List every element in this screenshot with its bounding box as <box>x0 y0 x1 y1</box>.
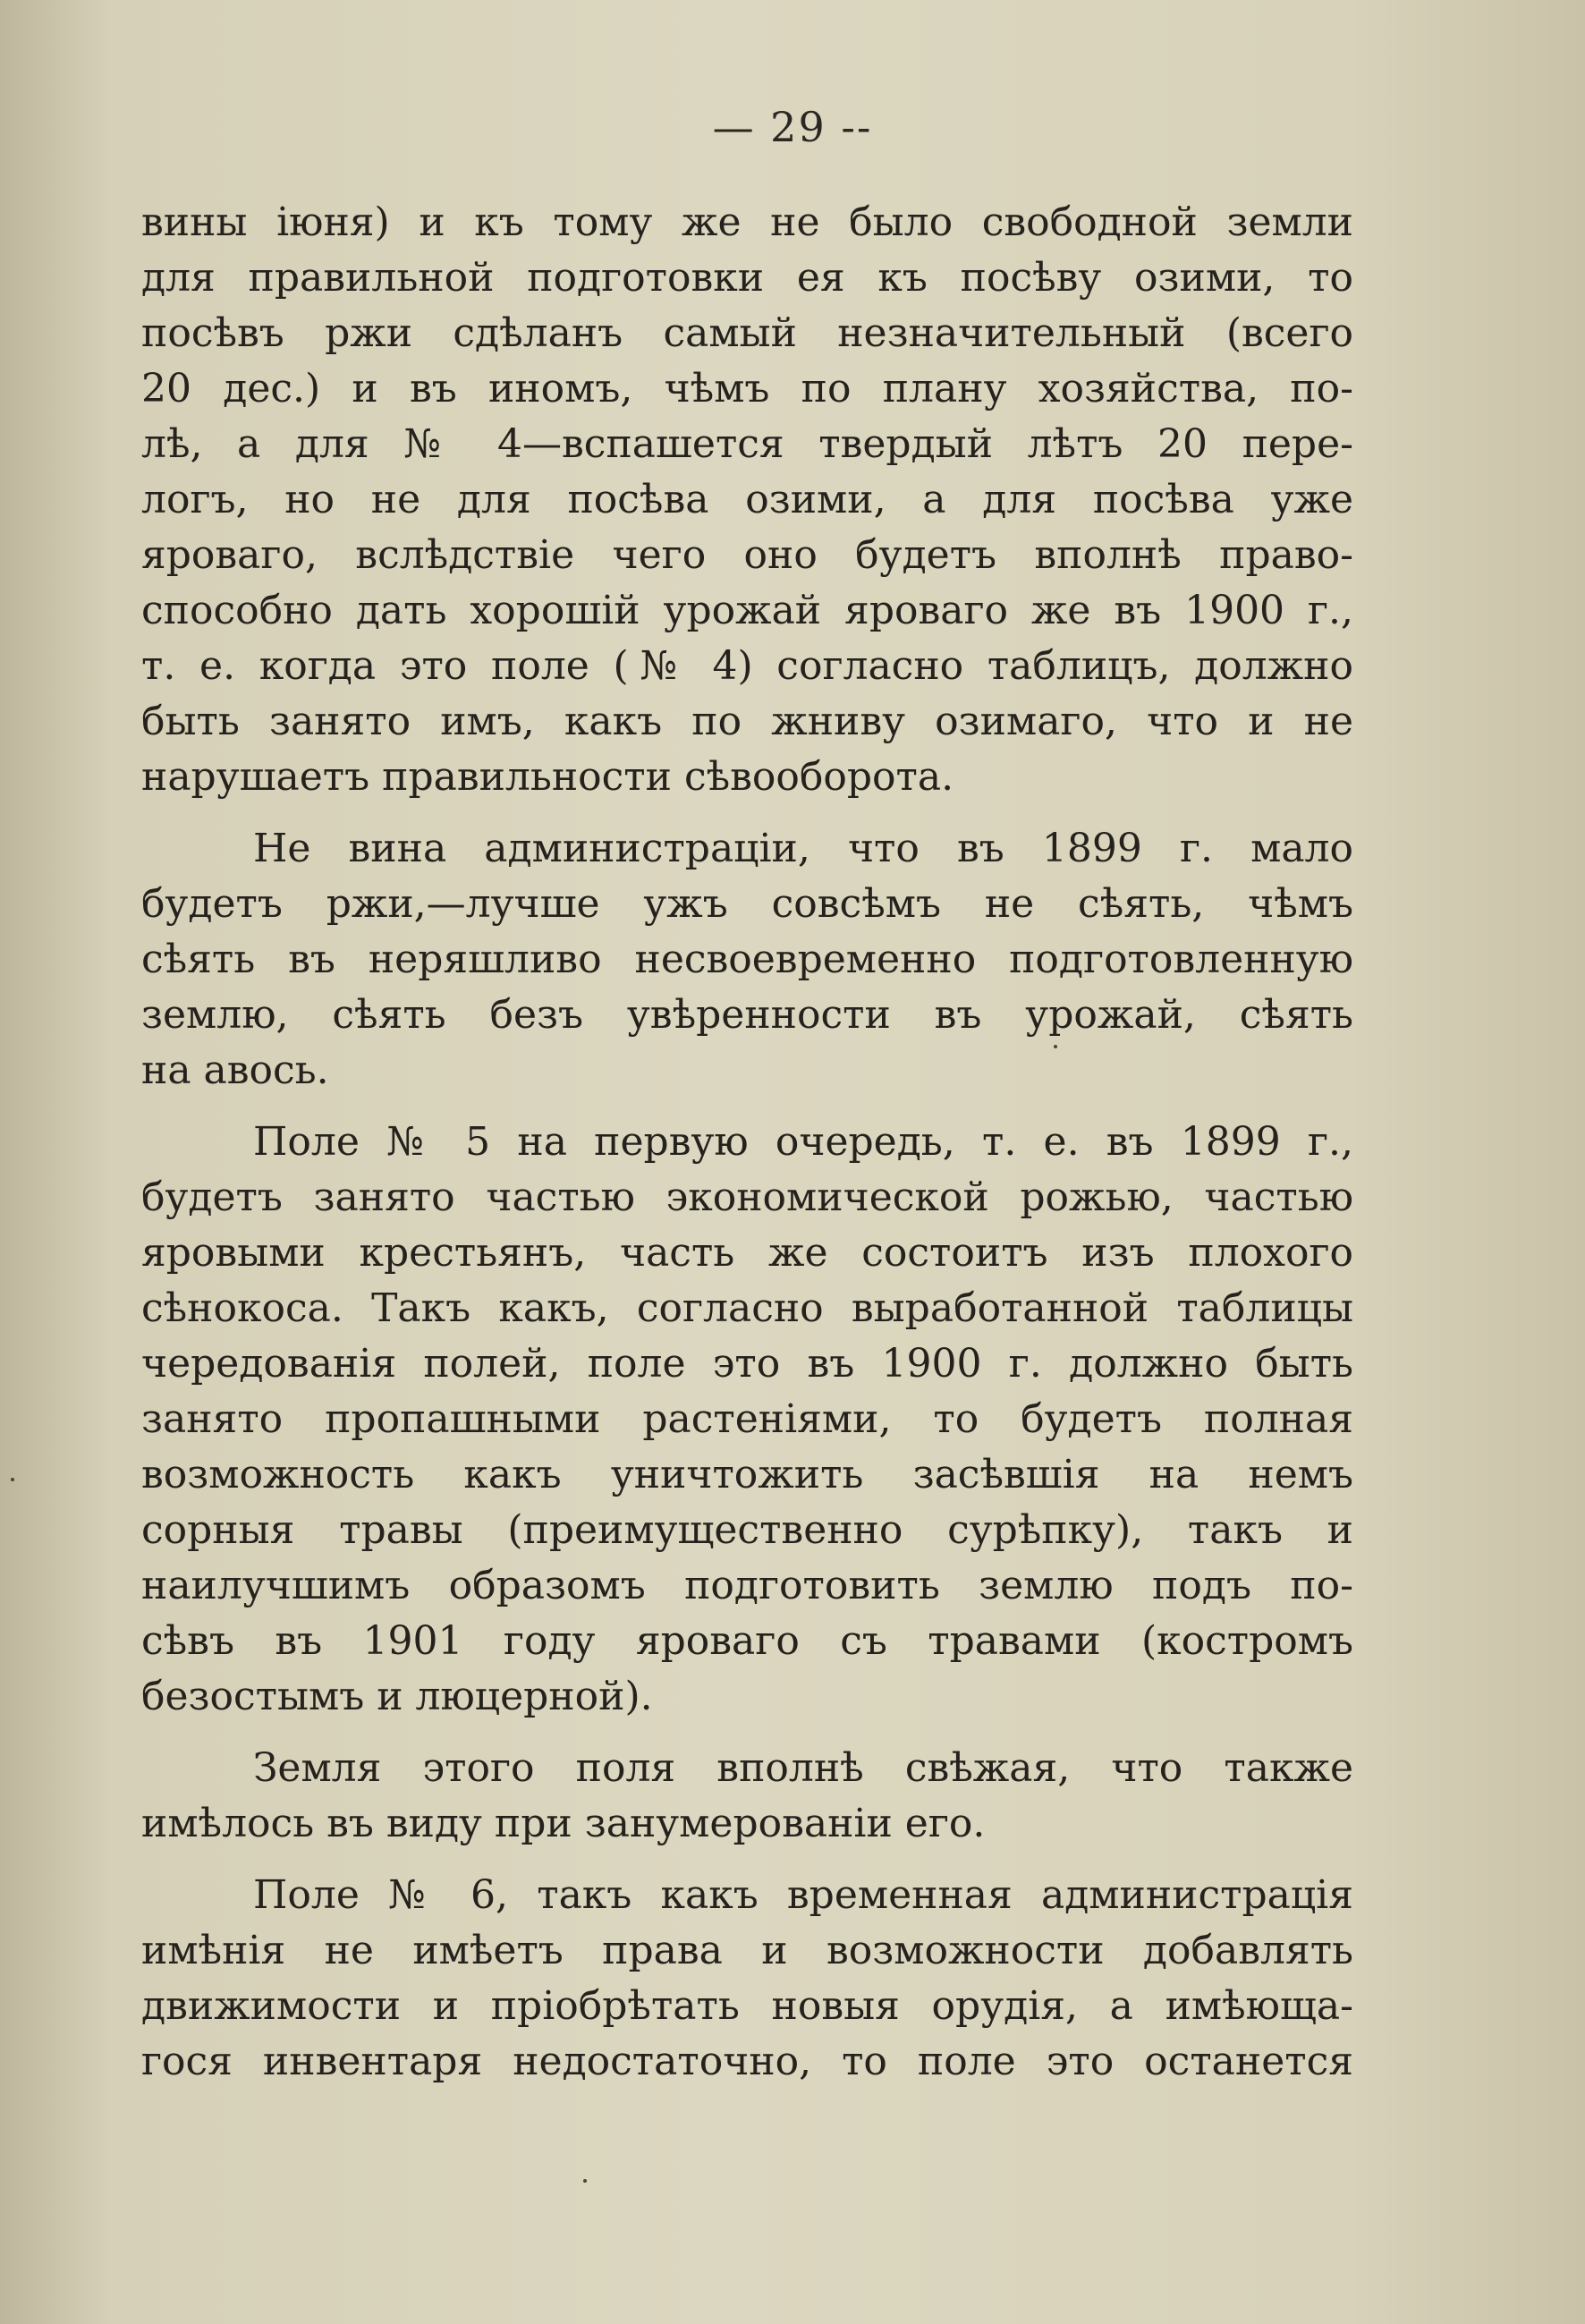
text-line: яровыми крестьянъ, часть же состоитъ изъ плохого <box>141 1230 1353 1276</box>
text-line: чередованія полей, поле это въ 1900 г. должно быть <box>141 1341 1353 1387</box>
text-line: занято пропашными растеніями, то будетъ полная <box>141 1396 1353 1442</box>
text-line: движимости и пріобрѣтать новыя орудія, а имѣюща- <box>141 1983 1353 2029</box>
text-line: т. е. когда это поле (№ 4) согласно таблицъ, должно <box>141 643 1353 689</box>
text-line: сѣять въ неряшливо несвоевременно подготовленную <box>141 937 1353 982</box>
text-line: посѣвъ ржи сдѣланъ самый незначительный (всего <box>141 310 1353 356</box>
page-number: — 29 -- <box>712 103 873 151</box>
text-line: сѣвъ въ 1901 году яроваго съ травами (костромъ <box>141 1618 1353 1664</box>
text-line: имѣнія не имѣетъ права и возможности добавлять <box>141 1928 1353 1973</box>
paragraph-gap <box>141 1852 1353 1868</box>
text-line: будетъ занято частью экономической рожью, частью <box>141 1175 1353 1220</box>
text-line: лѣ, а для № 4—вспашется твердый лѣтъ 20 пере- <box>141 421 1353 467</box>
text-line: способно дать хорошій урожай яроваго же въ 1900 г., <box>141 588 1353 633</box>
paper-speck <box>1054 1045 1057 1048</box>
text-line: для правильной подготовки ея къ посѣву озими, то <box>141 255 1353 301</box>
text-line: имѣлось въ виду при занумерованіи его. <box>141 1801 986 1846</box>
text-line: Земля этого поля вполнѣ свѣжая, что также <box>253 1745 1353 1791</box>
text-line: сѣнокоса. Такъ какъ, согласно выработанной таблицы <box>141 1285 1353 1331</box>
text-line: сорныя травы (преимущественно сурѣпку), такъ и <box>141 1507 1353 1553</box>
text-line: гося инвентаря недостаточно, то поле это останется <box>141 2039 1353 2084</box>
text-line: Не вина администраціи, что въ 1899 г. мало <box>253 826 1353 871</box>
paper-speck <box>583 2179 587 2183</box>
text-line: яроваго, вслѣдствіе чего оно будетъ вполнѣ право- <box>141 532 1353 578</box>
text-line: Поле № 5 на первую очередь, т. е. въ 1899 г., <box>253 1119 1353 1165</box>
page-body-text <box>141 195 1353 2090</box>
text-line: будетъ ржи,—лучше ужъ совсѣмъ не сѣять, чѣмъ <box>141 881 1353 927</box>
text-line: Поле № 6, такъ какъ временная администрація <box>253 1872 1353 1918</box>
text-line: логъ, но не для посѣва озими, а для посѣва уже <box>141 477 1353 522</box>
text-line: наилучшимъ образомъ подготовить землю подъ по- <box>141 1563 1353 1608</box>
text-line: 20 дес.) и въ иномъ, чѣмъ по плану хозяйства, по- <box>141 366 1353 411</box>
paragraph-gap <box>141 805 1353 821</box>
text-line: возможность какъ уничтожить засѣвшія на немъ <box>141 1452 1353 1497</box>
text-line: на авось. <box>141 1047 329 1093</box>
text-line: быть занято имъ, какъ по жниву озимаго, что и не <box>141 699 1353 744</box>
text-line: безостымъ и люцерной). <box>141 1674 653 1719</box>
paper-speck <box>11 1478 14 1481</box>
paragraph-gap <box>141 1098 1353 1115</box>
text-line: землю, сѣять безъ увѣренности въ урожай, сѣять <box>141 992 1353 1038</box>
text-line: вины іюня) и къ тому же не было свободной земли <box>141 199 1353 245</box>
text-line: нарушаетъ правильности сѣвооборота. <box>141 754 954 800</box>
paragraph-gap <box>141 1725 1353 1741</box>
